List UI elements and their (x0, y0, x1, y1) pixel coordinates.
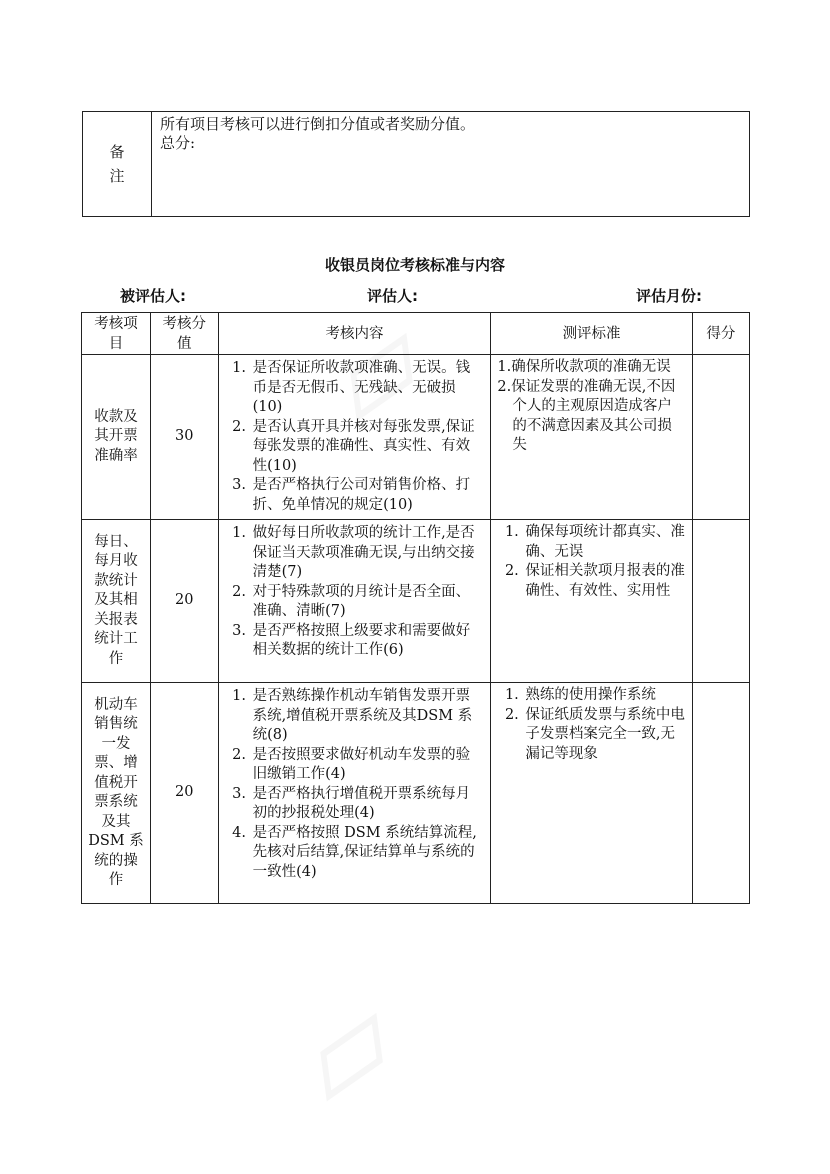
standard-item: 1. 确保每项统计都真实、准确、无误 (523, 523, 685, 562)
row-item-line: 票、增 (94, 755, 138, 771)
content-item: 3. 是否严格执行增值税开票系统每月初的抄报税处理(4) (251, 785, 483, 824)
content-item: 1. 是否熟练操作机动车销售发票开票系统,增值税开票系统及其DSM 系统(8) (251, 687, 483, 746)
evaluator-label: 评估人: (367, 287, 418, 305)
content-item: 3. 是否严格按照上级要求和需要做好相关数据的统计工作(6) (251, 622, 483, 661)
content-item: 2. 对于特殊款项的月统计是否全面、准确、清晰(7) (251, 583, 483, 622)
header-content: 考核内容 (218, 313, 491, 355)
watermark-2 (268, 966, 423, 1133)
month-label: 评估月份: (636, 287, 702, 305)
row-item-line: 款统计 (94, 572, 138, 589)
row-item-line: 统计工 (94, 631, 138, 648)
header-item-line2: 目 (108, 335, 124, 352)
row-standard (491, 683, 692, 904)
remarks-label-line2: 注 (109, 167, 125, 185)
standard-item: 2. 保证纸质发票与系统中电子发票档案完全一致,无漏记等现象 (523, 706, 685, 765)
row-item-line: 及其相 (94, 592, 138, 609)
row-item (82, 355, 151, 520)
standard-item: 1. 熟练的使用操作系统 (523, 686, 685, 706)
row-item-line: 值税开 (94, 774, 138, 791)
row-item-line: DSM 系 (88, 833, 144, 849)
standard-item: 1.确保所收款项的准确无误 (497, 359, 671, 375)
row-item-line: 机动车 (94, 696, 138, 713)
row-score: 20 (150, 520, 218, 683)
header-score (150, 313, 218, 355)
row-item-line: 每日、 (94, 533, 138, 550)
row-item-line: 一发 (101, 735, 131, 752)
standard-item: 2.保证发票的准确无误,不因个人的主观原因造成客户的不满意因素及其公司损失 (497, 378, 676, 453)
row-item-line: 关报表 (94, 611, 138, 628)
row-item-line: 准确率 (94, 447, 138, 464)
remarks-table (82, 111, 750, 217)
content-item: 3. 是否严格执行公司对销售价格、打折、免单情况的规定(10) (251, 476, 483, 515)
content-item: 4. 是否严格按照 DSM 系统结算流程,先核对后结算,保证结算单与系统的一致性(4) (251, 824, 483, 883)
row-item-line: 统的操 (94, 852, 138, 869)
remarks-label (83, 112, 152, 217)
row-content (218, 683, 491, 904)
remarks-line2: 总分: (160, 134, 196, 152)
row-score: 20 (150, 683, 218, 904)
header-item-line1: 考核项 (94, 315, 138, 332)
content-item: 2. 是否认真开具并核对每张发票,保证每张发票的准确性、真实性、有效性(10) (251, 418, 483, 477)
row-item-line: 收款及 (94, 408, 138, 425)
row-item (82, 683, 151, 904)
evaluatee-label: 被评估人: (120, 287, 186, 305)
header-got: 得分 (692, 313, 749, 355)
table-row (82, 355, 750, 520)
row-content (218, 520, 491, 683)
content-item: 1. 做好每日所收款项的统计工作,是否保证当天款项准确无误,与出纳交接清楚(7) (251, 524, 483, 583)
row-got (692, 683, 749, 904)
row-standard (491, 520, 692, 683)
table-row (82, 683, 750, 904)
assessment-table (81, 312, 750, 904)
row-item-line: 及其 (101, 813, 131, 830)
row-got (692, 520, 749, 683)
remarks-line1: 所有项目考核可以进行倒扣分值或者奖励分值。 (160, 115, 476, 133)
row-item-line: 销售统 (94, 716, 138, 732)
header-standard: 测评标准 (491, 313, 692, 355)
row-item-line: 票系统 (94, 794, 138, 810)
row-content (218, 355, 491, 520)
header-score-line2: 值 (177, 335, 192, 352)
content-item: 1. 是否保证所收款项准确、无误。钱币是否无假币、无残缺、无破损(10) (251, 359, 483, 418)
row-item-line: 作 (108, 872, 124, 888)
standard-item: 2. 保证相关款项月报表的准确性、有效性、实用性 (523, 562, 685, 601)
content-item: 2. 是否按照要求做好机动车发票的验旧缴销工作(4) (251, 746, 483, 785)
row-item-line: 作 (108, 650, 124, 667)
row-item-line: 其开票 (94, 428, 138, 445)
row-got (692, 355, 749, 520)
row-item (82, 520, 151, 683)
header-score-line1: 考核分 (162, 315, 207, 332)
remarks-body (152, 112, 750, 217)
row-item-line: 每月收 (94, 553, 138, 570)
remarks-label-line1: 备 (109, 143, 125, 161)
page-title: 收银员岗位考核标准与内容 (324, 256, 505, 274)
table-row (82, 520, 750, 683)
row-standard (491, 355, 692, 520)
row-score: 30 (150, 355, 218, 520)
header-item (82, 313, 151, 355)
table-header-row (82, 313, 750, 355)
